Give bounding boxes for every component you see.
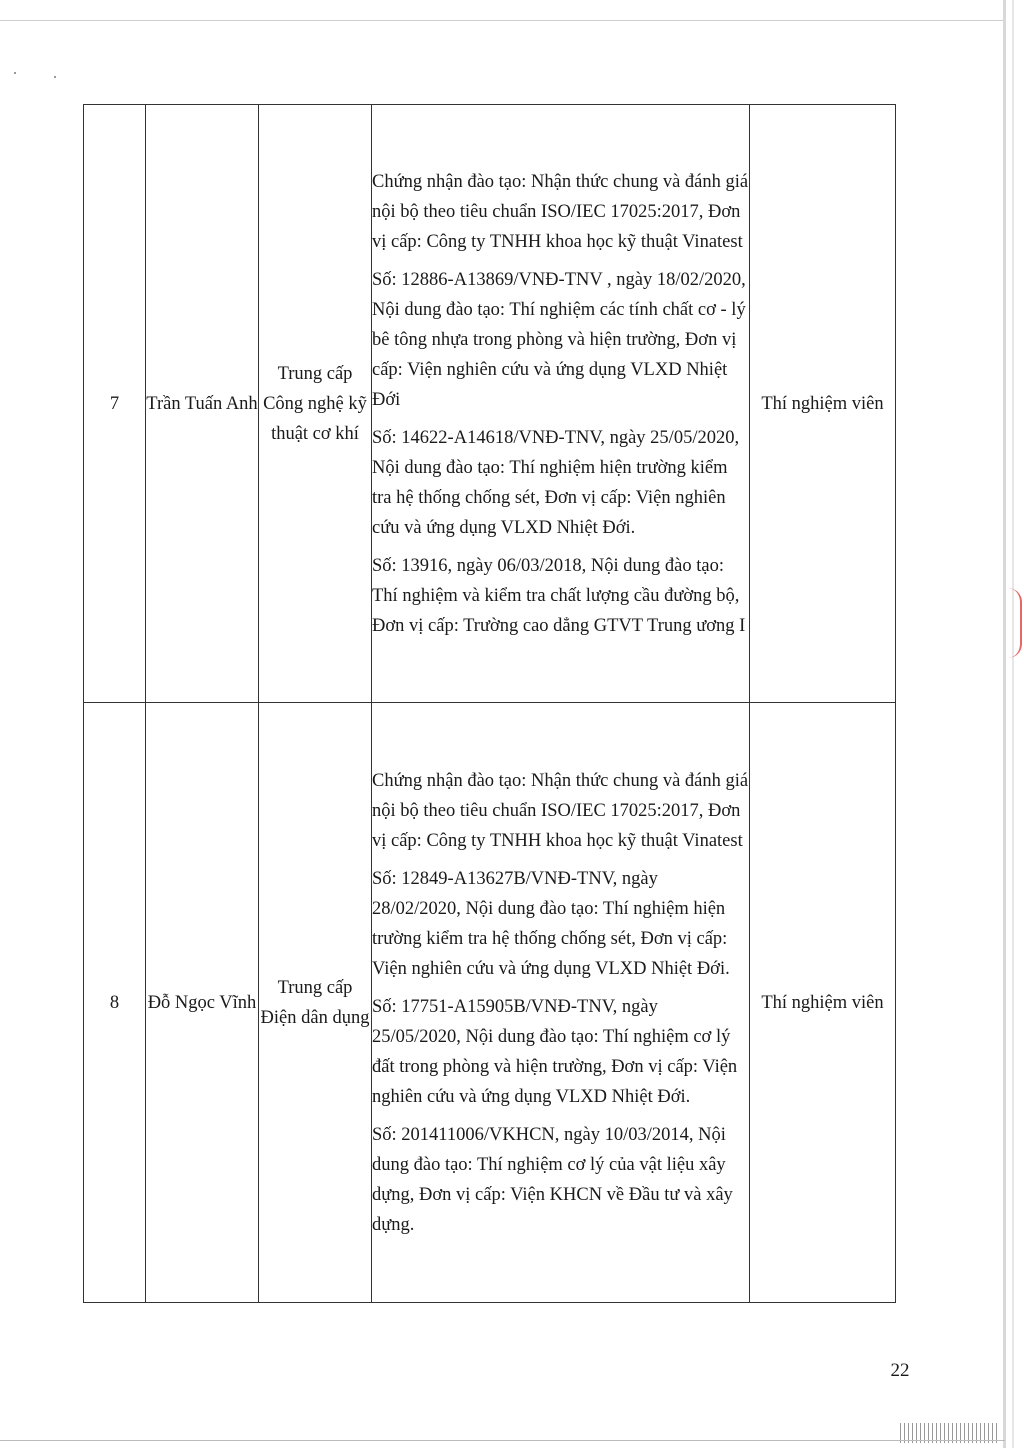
scan-edge-right [1003,0,1006,1448]
certificate-entry: Số: 13916, ngày 06/03/2018, Nội dung đào tạo: Thí nghiệm và kiểm tra chất lượng cầu đường bộ, Đơn vị cấp: Trường cao dẳng GTVT Trung ương I [372,555,746,636]
certificate-entry: Số: 12886-A13869/VNĐ-TNV , ngày 18/02/2020, Nội dung đào tạo: Thí nghiệm các tính chất cơ - lý bê tông nhựa trong phòng và hiện trường, Đơn vị cấp: Viện nghiên cứu và ứng dụng VLXD Nhiệt Đới [372,269,746,410]
certificate-entry: Số: 201411006/VKHCN, ngày 10/03/2014, Nội dung đào tạo: Thí nghiệm cơ lý của vật liệu xây dựng, Đơn vị cấp: Viện KHCN về Đầu tư và xây dựng. [372,1124,733,1235]
qualification: Trung cấp Công nghệ kỹ thuật cơ khí [259,105,372,703]
table-row [84,703,896,1303]
table-row [84,105,896,703]
margin-pen-mark [1006,588,1022,658]
employee-name: Trần Tuấn Anh [146,105,259,703]
job-role: Thí nghiệm viên [750,105,896,703]
qualification: Trung cấp Điện dân dụng [259,703,372,1303]
scan-edge-top [0,20,1005,21]
certificate-entry: Số: 14622-A14618/VNĐ-TNV, ngày 25/05/2020, Nội dung đào tạo: Thí nghiệm hiện trường kiểm tra hệ thống chống sét, Đơn vị cấp: Viện nghiên cứu và ứng dụng VLXD Nhiệt Đới. [372,427,740,538]
certificate-entry: Số: 12849-A13627B/VNĐ-TNV, ngày 28/02/2020, Nội dung đào tạo: Thí nghiệm hiện trường kiểm tra hệ thống chống sét, Đơn vị cấp: Viện nghiên cứu và ứng dụng VLXD Nhiệt Đới. [372,868,730,979]
certificate-entry: Số: 17751-A15905B/VNĐ-TNV, ngày 25/05/2020, Nội dung đào tạo: Thí nghiệm cơ lý đất trong phòng và hiện trường, Đơn vị cấp: Viện nghiên cứu và ứng dụng VLXD Nhiệt Đới. [372,996,738,1107]
row-number: 8 [84,703,146,1303]
scan-edge-right-inner [1012,0,1014,1448]
employee-name: Đỗ Ngọc Vĩnh [146,703,259,1303]
personnel-table [83,104,896,1303]
page-number: 22 [890,1360,910,1381]
scan-speck [54,76,56,78]
certificate-entry: Chứng nhận đào tạo: Nhận thức chung và đánh giá nội bộ theo tiêu chuẩn ISO/IEC 17025:2017, Đơn vị cấp: Công ty TNHH khoa học kỹ thuật Vinatest [372,171,749,252]
row-number: 7 [84,105,146,703]
scan-speck [14,72,16,74]
scan-edge-bottom [0,1440,1005,1441]
training-certificates [372,105,750,703]
training-certificates [372,703,750,1303]
job-role: Thí nghiệm viên [750,703,896,1303]
certificate-entry: Chứng nhận đào tạo: Nhận thức chung và đánh giá nội bộ theo tiêu chuẩn ISO/IEC 17025:2017, Đơn vị cấp: Công ty TNHH khoa học kỹ thuật Vinatest [372,770,749,851]
